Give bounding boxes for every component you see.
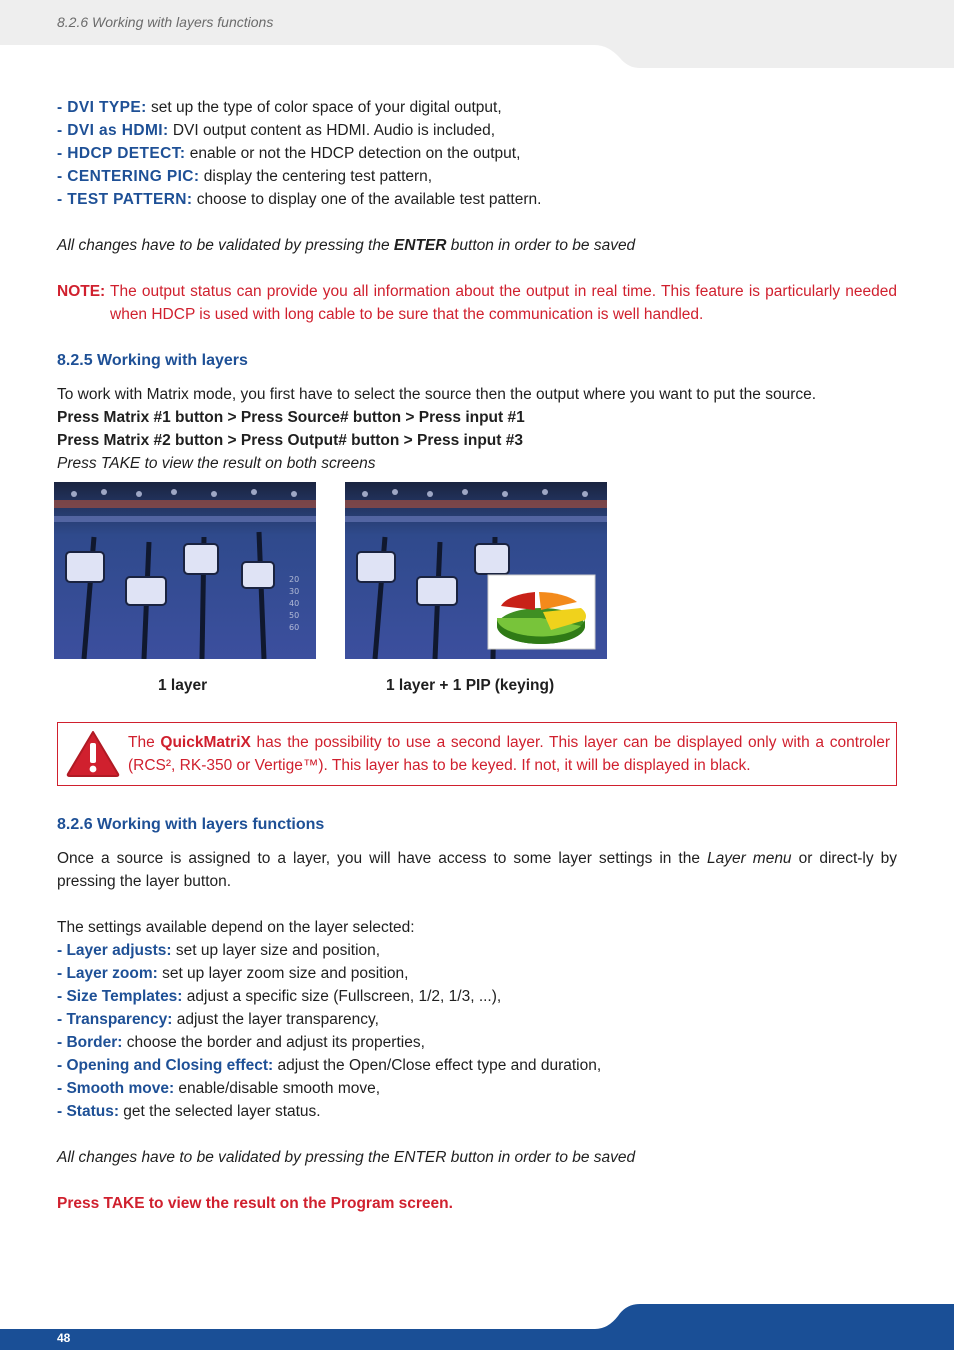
caption-pip: 1 layer + 1 PIP (keying)	[386, 677, 555, 694]
note-block	[57, 280, 897, 326]
setting-key: - DVI TYPE:	[57, 99, 147, 116]
example-images	[57, 482, 897, 664]
footer-band	[0, 1304, 954, 1350]
svg-text:60: 60	[289, 623, 300, 632]
page-content	[57, 96, 897, 1215]
warning-box	[57, 722, 897, 786]
setting-desc: display the centering test pattern,	[199, 168, 433, 185]
setting-desc: set up the type of color space of your digital output,	[146, 99, 502, 116]
list-item	[57, 96, 897, 119]
svg-text:30: 30	[289, 587, 300, 596]
setting-key: - Layer zoom:	[57, 965, 158, 982]
setting-desc: enable/disable smooth move,	[174, 1080, 381, 1097]
section-heading-826: 8.2.6 Working with layers functions	[57, 816, 325, 833]
svg-text:20: 20	[289, 575, 300, 584]
setting-desc: adjust a specific size (Fullscreen, 1/2, 1/3, ...),	[182, 988, 502, 1005]
setting-key: - Border:	[57, 1034, 123, 1051]
take-program-note: Press TAKE to view the result on the Program screen.	[57, 1195, 453, 1212]
setting-desc: get the selected layer status.	[119, 1103, 321, 1120]
setting-desc: choose to display one of the available test pattern.	[192, 191, 542, 208]
warning-icon	[58, 730, 128, 778]
svg-text:50: 50	[289, 611, 300, 620]
setting-key: - Layer adjusts:	[57, 942, 172, 959]
matrix-step-2: Press Matrix #2 button > Press Output# button > Press input #3	[57, 432, 523, 449]
running-header: 8.2.6 Working with layers functions	[57, 14, 274, 30]
layer-intro: Once a source is assigned to a layer, you will have access to some layer settings in the Layer menu or direct-ly by pressing the layer button.	[57, 850, 897, 890]
header-band	[0, 0, 954, 70]
setting-desc: choose the border and adjust its properties,	[122, 1034, 425, 1051]
validate-note: All changes have to be validated by pressing the ENTER button in order to be saved	[57, 237, 636, 254]
mixer-image-1-layer	[54, 482, 316, 659]
setting-key: - DVI as HDMI:	[57, 122, 169, 139]
list-item	[57, 962, 897, 985]
svg-text:40: 40	[289, 599, 300, 608]
setting-desc: DVI output content as HDMI. Audio is included,	[168, 122, 496, 139]
setting-desc: set up layer zoom size and position,	[157, 965, 409, 982]
product-name: QuickMatriX	[160, 734, 251, 751]
list-item	[57, 1054, 897, 1077]
setting-key: - Smooth move:	[57, 1080, 175, 1097]
caption-1-layer: 1 layer	[158, 677, 208, 694]
list-item	[57, 939, 897, 962]
note-label: NOTE:	[57, 283, 106, 300]
setting-key: - Transparency:	[57, 1011, 173, 1028]
output-settings-list	[57, 96, 897, 211]
list-item	[57, 188, 897, 211]
setting-key: - CENTERING PIC:	[57, 168, 200, 185]
setting-desc: adjust the layer transparency,	[172, 1011, 379, 1028]
section-heading-825: 8.2.5 Working with layers	[57, 352, 248, 369]
setting-key: - Status:	[57, 1103, 119, 1120]
list-item	[57, 1077, 897, 1100]
settings-intro: The settings available depend on the layer selected:	[57, 919, 415, 936]
take-hint: Press TAKE to view the result on both screens	[57, 455, 376, 472]
page-number: 48	[57, 1331, 71, 1345]
setting-key: - Size Templates:	[57, 988, 183, 1005]
mixer-image-pip	[345, 482, 607, 659]
layer-settings-list	[57, 939, 897, 1123]
list-item	[57, 1031, 897, 1054]
matrix-intro: To work with Matrix mode, you first have to select the source then the output where you want to put the source.	[57, 386, 817, 403]
matrix-step-1: Press Matrix #1 button > Press Source# button > Press input #1	[57, 409, 525, 426]
list-item	[57, 1008, 897, 1031]
list-item	[57, 142, 897, 165]
setting-desc: adjust the Open/Close effect type and duration,	[273, 1057, 602, 1074]
list-item	[57, 119, 897, 142]
image-captions	[57, 674, 897, 698]
setting-key: - HDCP DETECT:	[57, 145, 186, 162]
warning-text: The QuickMatriX has the possibility to use a second layer. This layer can be displayed only with a controler (RCS², RK-350 or Vertige™). This layer has to be keyed. If not, it will be displayed in black.	[128, 734, 891, 774]
validate-note-2: All changes have to be validated by pressing the ENTER button in order to be saved	[57, 1149, 636, 1166]
setting-desc: set up layer size and position,	[171, 942, 381, 959]
note-text: The output status can provide you all information about the output in real time. This feature is particularly needed when HDCP is used with long cable to be sure that the communication is well handled.	[110, 283, 897, 323]
setting-key: - TEST PATTERN:	[57, 191, 193, 208]
setting-key: - Opening and Closing effect:	[57, 1057, 274, 1074]
setting-desc: enable or not the HDCP detection on the output,	[185, 145, 521, 162]
list-item	[57, 985, 897, 1008]
list-item	[57, 1100, 897, 1123]
list-item	[57, 165, 897, 188]
